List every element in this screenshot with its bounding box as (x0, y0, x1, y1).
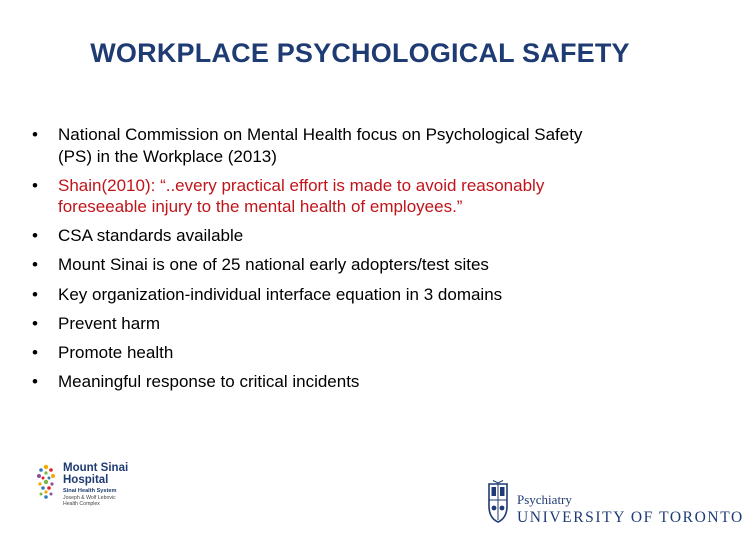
bullet-text-line: Prevent harm (58, 313, 161, 333)
logo-dot (37, 474, 41, 478)
bullet-text-line: Mount Sinai is one of 25 national early adopters/test sites (58, 255, 489, 275)
bullet-item (28, 254, 688, 276)
logo-dot (44, 465, 48, 469)
bullet-item (28, 342, 688, 364)
bullet-item (28, 175, 688, 218)
bullet-dot-icon: • (32, 371, 38, 391)
logo-dot (38, 482, 41, 485)
bullet-text-line: Promote health (58, 342, 174, 362)
slide-title: WORKPLACE PSYCHOLOGICAL SAFETY (90, 38, 630, 68)
logo-dot (39, 468, 43, 472)
bullet-text-line: Shain(2010): “..every practical effort is made to avoid reasonably (58, 175, 545, 195)
bullet-item (28, 313, 688, 335)
mount-sinai-subtitle-line3: Health Complex (63, 501, 100, 508)
bullet-text-line: CSA standards available (58, 226, 244, 246)
bullet-dot-icon: • (32, 226, 38, 246)
bullet-text-line: Meaningful response to critical incidents (58, 371, 360, 391)
logo-dot (47, 486, 51, 490)
mount-sinai-logo (36, 462, 166, 524)
logo-dot (44, 490, 47, 493)
uoft-department-label: Psychiatry (517, 492, 572, 507)
bullet-text-line: (PS) in the Workplace (2013) (58, 146, 277, 166)
logo-dot (49, 468, 53, 472)
mount-sinai-name-line2: Hospital (63, 474, 109, 486)
bullet-text-line: foreseeable injury to the mental health of employees.” (58, 197, 463, 217)
bullet-item (28, 225, 688, 247)
bullet-dot-icon: • (32, 284, 38, 304)
logo-dot (50, 482, 53, 485)
logo-dot (48, 477, 51, 480)
mount-sinai-name-line1: Mount Sinai (63, 462, 129, 474)
university-crest-icon (486, 480, 510, 524)
mount-sinai-wordmark (63, 462, 173, 507)
logo-dot (51, 474, 55, 478)
bullet-dot-icon: • (32, 342, 38, 362)
uoft-name-label: UNIVERSITY OF TORONTO (517, 509, 744, 526)
university-of-toronto-logo (486, 476, 744, 534)
logo-dot (44, 480, 48, 484)
logo-dot (44, 495, 48, 499)
bullet-dot-icon: • (32, 125, 38, 144)
bullet-dot-icon: • (32, 313, 38, 333)
bullet-item (28, 284, 688, 306)
mount-sinai-mark-icon (36, 464, 56, 500)
bullet-item (28, 371, 688, 393)
mount-sinai-subtitle: Sinai Health System (63, 488, 117, 494)
logo-dot (50, 493, 53, 496)
bullet-list (28, 124, 688, 400)
logo-dot (40, 493, 43, 496)
bullet-text-line: Key organization-individual interface equation in 3 domains (58, 284, 503, 304)
bullet-dot-icon: • (32, 175, 38, 195)
bullet-dot-icon: • (32, 255, 38, 275)
mount-sinai-subtitle-line2: Joseph & Wolf Lebovic (63, 495, 116, 501)
logo-dot (41, 486, 45, 490)
logo-dot (44, 471, 47, 474)
bullet-item (28, 124, 688, 167)
bullet-text-line: National Commission on Mental Health focus on Psychological Safety (58, 125, 583, 144)
logo-dot (42, 477, 45, 480)
